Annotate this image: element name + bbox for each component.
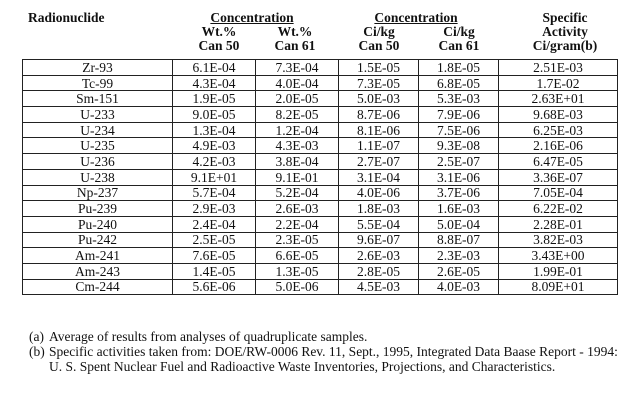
cell-specific-activity: 8.09E+01 xyxy=(499,279,618,295)
cell-ci-can61: 5.3E-03 xyxy=(419,91,499,107)
cell-ci-can61: 8.8E-07 xyxy=(419,232,499,248)
cell-wt-can61: 6.6E-05 xyxy=(256,248,339,264)
table-row xyxy=(23,91,618,107)
cell-radionuclide: Pu-240 xyxy=(23,216,173,232)
cell-ci-can61: 1.6E-03 xyxy=(419,201,499,217)
cell-specific-activity: 3.36E-07 xyxy=(499,169,618,185)
table-row xyxy=(23,138,618,154)
cell-specific-activity: 6.22E-02 xyxy=(499,201,618,217)
cell-specific-activity: 1.7E-02 xyxy=(499,75,618,91)
table-row xyxy=(23,263,618,279)
cell-specific-activity: 1.99E-01 xyxy=(499,263,618,279)
cell-radionuclide: Sm-151 xyxy=(23,91,173,107)
footnotes xyxy=(29,329,619,374)
cell-ci-can50: 7.3E-05 xyxy=(339,75,419,91)
cell-ci-can50: 3.1E-04 xyxy=(339,169,419,185)
cell-wt-can61: 2.0E-05 xyxy=(256,91,339,107)
cell-wt-can50: 5.6E-06 xyxy=(173,279,256,295)
cell-wt-can61: 7.3E-04 xyxy=(256,60,339,76)
cell-wt-can50: 2.9E-03 xyxy=(173,201,256,217)
table-row xyxy=(23,107,618,123)
cell-radionuclide: U-234 xyxy=(23,122,173,138)
cell-ci-can61: 2.3E-03 xyxy=(419,248,499,264)
header-concentration-wt-group: Concentration xyxy=(210,10,294,25)
cell-radionuclide: Np-237 xyxy=(23,185,173,201)
cell-radionuclide: U-233 xyxy=(23,107,173,123)
table-body xyxy=(23,60,618,295)
cell-wt-can61: 1.2E-04 xyxy=(256,122,339,138)
cell-ci-can50: 1.1E-07 xyxy=(339,138,419,154)
table-row xyxy=(23,60,618,76)
cell-specific-activity: 2.28E-01 xyxy=(499,216,618,232)
cell-radionuclide: U-235 xyxy=(23,138,173,154)
header-ci-can61-line2: Can 61 xyxy=(438,38,480,53)
cell-radionuclide: Zr-93 xyxy=(23,60,173,76)
header-specific-line2: Activity xyxy=(542,24,588,39)
cell-radionuclide: U-238 xyxy=(23,169,173,185)
table-row xyxy=(23,154,618,170)
header-specific-line3: Ci/gram(b) xyxy=(532,38,598,53)
cell-ci-can61: 2.6E-05 xyxy=(419,263,499,279)
cell-radionuclide: Pu-242 xyxy=(23,232,173,248)
footnote-a xyxy=(29,329,619,344)
cell-ci-can61: 3.1E-06 xyxy=(419,169,499,185)
cell-wt-can61: 2.2E-04 xyxy=(256,216,339,232)
cell-wt-can61: 8.2E-05 xyxy=(256,107,339,123)
cell-ci-can61: 5.0E-04 xyxy=(419,216,499,232)
cell-wt-can50: 9.0E-05 xyxy=(173,107,256,123)
cell-specific-activity: 9.68E-03 xyxy=(499,107,618,123)
table-row xyxy=(23,122,618,138)
cell-radionuclide: Am-243 xyxy=(23,263,173,279)
radionuclide-table xyxy=(22,59,618,295)
cell-wt-can61: 2.3E-05 xyxy=(256,232,339,248)
cell-specific-activity: 2.63E+01 xyxy=(499,91,618,107)
cell-specific-activity: 6.25E-03 xyxy=(499,122,618,138)
header-radionuclide: Radionuclide xyxy=(28,10,105,25)
cell-wt-can61: 5.0E-06 xyxy=(256,279,339,295)
table-row xyxy=(23,185,618,201)
cell-ci-can50: 9.6E-07 xyxy=(339,232,419,248)
cell-specific-activity: 2.51E-03 xyxy=(499,60,618,76)
cell-wt-can50: 1.3E-04 xyxy=(173,122,256,138)
table-row xyxy=(23,232,618,248)
cell-ci-can50: 4.0E-06 xyxy=(339,185,419,201)
header-ci-can50-line1: Ci/kg xyxy=(363,24,395,39)
cell-specific-activity: 3.43E+00 xyxy=(499,248,618,264)
header-wt-can61-line2: Can 61 xyxy=(274,38,316,53)
cell-wt-can50: 2.5E-05 xyxy=(173,232,256,248)
cell-ci-can61: 7.5E-06 xyxy=(419,122,499,138)
footnote-b xyxy=(29,344,619,374)
cell-ci-can50: 5.5E-04 xyxy=(339,216,419,232)
table-row xyxy=(23,201,618,217)
cell-wt-can50: 6.1E-04 xyxy=(173,60,256,76)
cell-wt-can61: 5.2E-04 xyxy=(256,185,339,201)
cell-radionuclide: Cm-244 xyxy=(23,279,173,295)
cell-wt-can50: 1.9E-05 xyxy=(173,91,256,107)
footnote-b-mark: (b) xyxy=(29,344,45,359)
cell-wt-can50: 5.7E-04 xyxy=(173,185,256,201)
cell-wt-can61: 2.6E-03 xyxy=(256,201,339,217)
cell-ci-can50: 5.0E-03 xyxy=(339,91,419,107)
cell-wt-can61: 4.3E-03 xyxy=(256,138,339,154)
cell-specific-activity: 6.47E-05 xyxy=(499,154,618,170)
cell-ci-can61: 7.9E-06 xyxy=(419,107,499,123)
cell-ci-can50: 4.5E-03 xyxy=(339,279,419,295)
cell-ci-can61: 4.0E-03 xyxy=(419,279,499,295)
cell-wt-can61: 9.1E-01 xyxy=(256,169,339,185)
cell-wt-can50: 1.4E-05 xyxy=(173,263,256,279)
cell-wt-can50: 9.1E+01 xyxy=(173,169,256,185)
cell-ci-can50: 8.1E-06 xyxy=(339,122,419,138)
cell-radionuclide: Pu-239 xyxy=(23,201,173,217)
cell-specific-activity: 3.82E-03 xyxy=(499,232,618,248)
cell-ci-can50: 1.8E-03 xyxy=(339,201,419,217)
cell-wt-can61: 4.0E-04 xyxy=(256,75,339,91)
cell-radionuclide: U-236 xyxy=(23,154,173,170)
table-row xyxy=(23,248,618,264)
table-row xyxy=(23,216,618,232)
header-wt-can61-line1: Wt.% xyxy=(277,24,313,39)
header-ci-can50-line2: Can 50 xyxy=(358,38,400,53)
footnote-b-text: Specific activities taken from: DOE/RW-0006 Rev. 11, Sept., 1995, Integrated Data Baase Report - 1994: U. S. Spent Nuclear Fuel and Radioactive Waste Inventories, Projections, and Characteristics. xyxy=(49,344,618,374)
header-specific-line1: Specific xyxy=(542,10,588,25)
header-ci-can61-line1: Ci/kg xyxy=(443,24,475,39)
table-row xyxy=(23,169,618,185)
cell-wt-can61: 1.3E-05 xyxy=(256,263,339,279)
cell-wt-can50: 2.4E-04 xyxy=(173,216,256,232)
cell-ci-can50: 2.7E-07 xyxy=(339,154,419,170)
table-row xyxy=(23,279,618,295)
cell-wt-can50: 7.6E-05 xyxy=(173,248,256,264)
header-wt-can50-line2: Can 50 xyxy=(198,38,240,53)
footnote-a-mark: (a) xyxy=(29,329,44,344)
cell-radionuclide: Am-241 xyxy=(23,248,173,264)
header-concentration-cikg-group: Concentration xyxy=(374,10,458,25)
cell-wt-can50: 4.2E-03 xyxy=(173,154,256,170)
cell-radionuclide: Tc-99 xyxy=(23,75,173,91)
cell-ci-can61: 9.3E-08 xyxy=(419,138,499,154)
cell-ci-can61: 6.8E-05 xyxy=(419,75,499,91)
cell-wt-can61: 3.8E-04 xyxy=(256,154,339,170)
cell-wt-can50: 4.3E-04 xyxy=(173,75,256,91)
cell-ci-can61: 3.7E-06 xyxy=(419,185,499,201)
table-row xyxy=(23,75,618,91)
cell-ci-can50: 2.8E-05 xyxy=(339,263,419,279)
header-wt-can50-line1: Wt.% xyxy=(201,24,237,39)
cell-ci-can50: 2.6E-03 xyxy=(339,248,419,264)
cell-ci-can61: 1.8E-05 xyxy=(419,60,499,76)
cell-wt-can50: 4.9E-03 xyxy=(173,138,256,154)
cell-ci-can50: 1.5E-05 xyxy=(339,60,419,76)
cell-ci-can50: 8.7E-06 xyxy=(339,107,419,123)
cell-specific-activity: 7.05E-04 xyxy=(499,185,618,201)
cell-specific-activity: 2.16E-06 xyxy=(499,138,618,154)
footnote-a-text: Average of results from analyses of quadruplicate samples. xyxy=(49,329,368,344)
cell-ci-can61: 2.5E-07 xyxy=(419,154,499,170)
